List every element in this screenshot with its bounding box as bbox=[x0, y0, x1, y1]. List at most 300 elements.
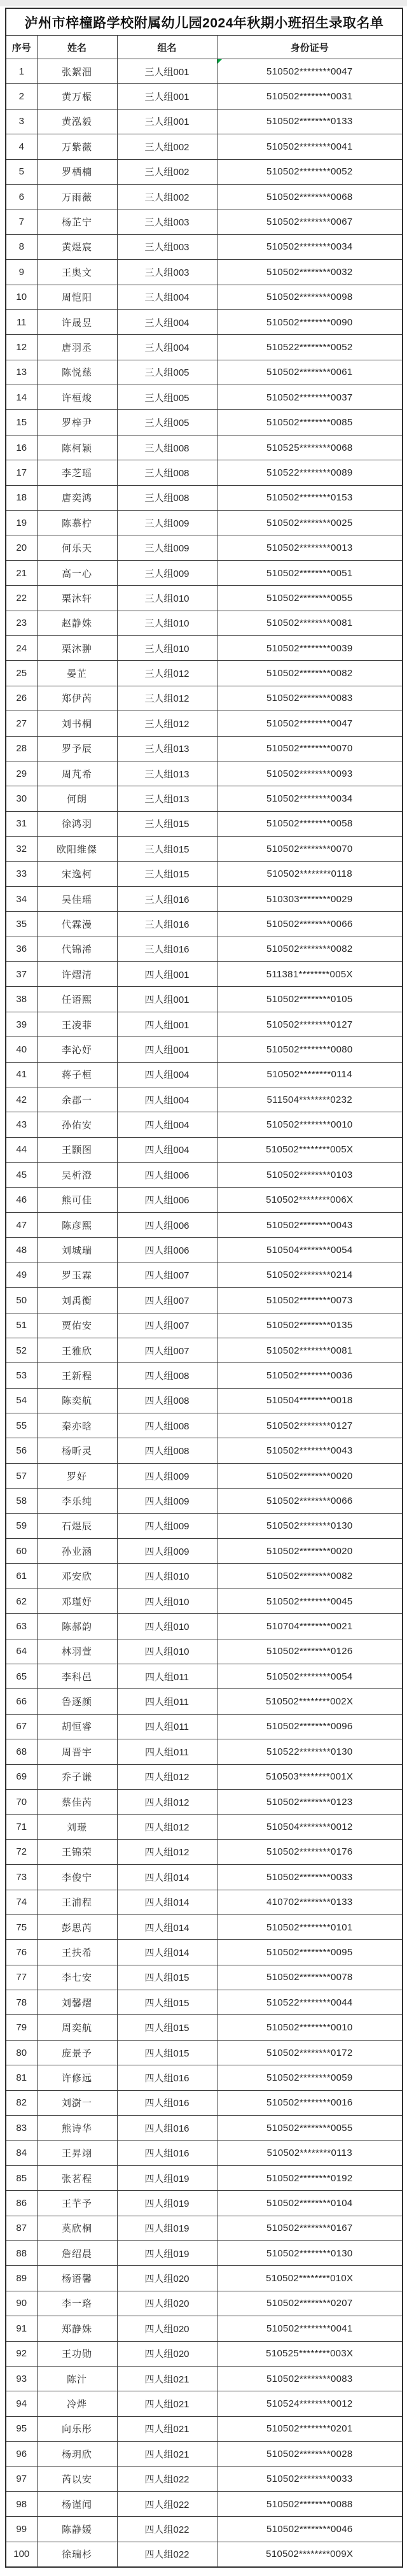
table-row bbox=[6, 460, 403, 485]
cell-id-text: 510502********0054 bbox=[266, 1671, 353, 1682]
cell-id-text: 510502********0080 bbox=[266, 1044, 353, 1055]
cell-id-text: 510502********0083 bbox=[266, 693, 353, 704]
cell-id bbox=[217, 1112, 403, 1137]
cell-id-text: 510502********0033 bbox=[266, 2473, 353, 2485]
cell-id bbox=[217, 1865, 403, 1890]
table-row bbox=[6, 1489, 403, 1513]
cell-id-text: 510502********0201 bbox=[266, 2423, 353, 2435]
cell-id bbox=[217, 2366, 403, 2391]
table-row bbox=[6, 234, 403, 259]
cell-name: 唐奕鸿 bbox=[37, 485, 117, 510]
cell-serial: 72 bbox=[6, 1839, 37, 1864]
cell-serial: 64 bbox=[6, 1639, 37, 1664]
cell-id-text: 510522********0044 bbox=[266, 1997, 353, 2008]
cell-id-text: 510504********0018 bbox=[266, 1395, 353, 1406]
cell-id-text: 510502********0025 bbox=[266, 517, 353, 528]
cell-serial: 16 bbox=[6, 435, 37, 460]
cell-id-text: 510502********0066 bbox=[266, 1495, 353, 1506]
cell-id-text: 510522********0052 bbox=[266, 341, 353, 353]
title-row bbox=[6, 8, 403, 36]
table-row bbox=[6, 109, 403, 134]
cell-serial: 65 bbox=[6, 1664, 37, 1689]
cell-id bbox=[217, 184, 403, 209]
table-row bbox=[6, 2416, 403, 2441]
cell-name: 罗予辰 bbox=[37, 736, 117, 761]
cell-name: 周奕航 bbox=[37, 2015, 117, 2040]
cell-id-text: 510502********0207 bbox=[266, 2298, 353, 2309]
cell-id-text: 510502********0105 bbox=[266, 994, 353, 1005]
cell-id bbox=[217, 611, 403, 635]
cell-id bbox=[217, 209, 403, 234]
cell-name: 刘澍一 bbox=[37, 2090, 117, 2115]
cell-id bbox=[217, 837, 403, 861]
cell-group: 四人组008 bbox=[117, 1438, 217, 1463]
table-row bbox=[6, 2466, 403, 2491]
cell-group: 四人组020 bbox=[117, 2316, 217, 2341]
cell-id-text: 510502********0113 bbox=[266, 2148, 352, 2159]
cell-name: 万紫薇 bbox=[37, 134, 117, 159]
cell-group: 四人组007 bbox=[117, 1338, 217, 1362]
cell-id bbox=[217, 1664, 403, 1689]
cell-group: 四人组011 bbox=[117, 1689, 217, 1714]
cell-id bbox=[217, 861, 403, 886]
cell-name: 陈慕柠 bbox=[37, 511, 117, 535]
cell-group: 四人组006 bbox=[117, 1238, 217, 1263]
cell-serial: 12 bbox=[6, 335, 37, 360]
cell-serial: 53 bbox=[6, 1363, 37, 1388]
cell-serial: 47 bbox=[6, 1212, 37, 1237]
cell-group: 三人组004 bbox=[117, 309, 217, 334]
table-row bbox=[6, 309, 403, 334]
cell-name: 陈彦熙 bbox=[37, 1212, 117, 1237]
cell-name: 高一心 bbox=[37, 560, 117, 585]
cell-id-text: 510502********0176 bbox=[266, 1846, 353, 1858]
table-row bbox=[6, 84, 403, 109]
cell-id bbox=[217, 59, 403, 84]
cell-serial: 37 bbox=[6, 962, 37, 987]
cell-name: 许修远 bbox=[37, 2065, 117, 2090]
cell-serial: 81 bbox=[6, 2065, 37, 2090]
cell-name: 李沁妤 bbox=[37, 1037, 117, 1062]
table-row bbox=[6, 2266, 403, 2291]
cell-group: 三人组008 bbox=[117, 435, 217, 460]
cell-name: 周晋宇 bbox=[37, 1739, 117, 1764]
cell-name: 罗玉霖 bbox=[37, 1263, 117, 1287]
cell-id bbox=[217, 786, 403, 811]
cell-serial: 90 bbox=[6, 2291, 37, 2316]
cell-serial: 100 bbox=[6, 2542, 37, 2566]
cell-group: 四人组016 bbox=[117, 2141, 217, 2165]
cell-group: 四人组007 bbox=[117, 1263, 217, 1287]
table-row bbox=[6, 2341, 403, 2366]
cell-id-text: 510502********0123 bbox=[266, 1796, 353, 1808]
cell-name: 罗梓尹 bbox=[37, 410, 117, 435]
cell-name: 熊可佳 bbox=[37, 1187, 117, 1212]
cell-group: 四人组001 bbox=[117, 1012, 217, 1037]
cell-id bbox=[217, 285, 403, 309]
table-row bbox=[6, 987, 403, 1012]
cell-id bbox=[217, 1037, 403, 1062]
cell-id bbox=[217, 84, 403, 109]
cell-group: 四人组015 bbox=[117, 1990, 217, 2015]
cell-group: 三人组016 bbox=[117, 937, 217, 961]
cell-name: 唐羽丞 bbox=[37, 335, 117, 360]
table-row bbox=[6, 2216, 403, 2240]
cell-serial: 63 bbox=[6, 1614, 37, 1639]
table-row bbox=[6, 2116, 403, 2141]
table-row bbox=[6, 511, 403, 535]
cell-id-text: 510502********0130 bbox=[266, 1520, 353, 1532]
cell-name: 陈汁 bbox=[37, 2366, 117, 2391]
cell-serial: 71 bbox=[6, 1815, 37, 1839]
cell-id-text: 510502********0083 bbox=[266, 2373, 353, 2384]
cell-group: 四人组012 bbox=[117, 1789, 217, 1814]
cell-group: 三人组013 bbox=[117, 736, 217, 761]
cell-serial: 86 bbox=[6, 2191, 37, 2216]
table-row bbox=[6, 1062, 403, 1087]
table-row bbox=[6, 1614, 403, 1639]
cell-id bbox=[217, 1714, 403, 1739]
cell-group: 三人组005 bbox=[117, 360, 217, 385]
cell-id-text: 510502********0078 bbox=[266, 1972, 353, 1983]
table-row bbox=[6, 2015, 403, 2040]
table-row bbox=[6, 2517, 403, 2542]
cell-group: 三人组015 bbox=[117, 837, 217, 861]
cell-group: 四人组016 bbox=[117, 2065, 217, 2090]
cell-group: 四人组022 bbox=[117, 2542, 217, 2566]
cell-id bbox=[217, 962, 403, 987]
cell-id bbox=[217, 1137, 403, 1162]
cell-id bbox=[217, 1789, 403, 1814]
cell-id-text: 511504********0232 bbox=[266, 1094, 352, 1105]
table-row bbox=[6, 2366, 403, 2391]
cell-id bbox=[217, 1313, 403, 1338]
cell-serial: 55 bbox=[6, 1413, 37, 1438]
cell-group: 三人组004 bbox=[117, 335, 217, 360]
cell-id-text: 510502********0135 bbox=[266, 1320, 353, 1331]
cell-id bbox=[217, 1288, 403, 1313]
cell-id-text: 510502********0098 bbox=[266, 292, 353, 303]
cell-id-text: 510502********0066 bbox=[266, 918, 353, 930]
cell-serial: 17 bbox=[6, 460, 37, 485]
cell-id bbox=[217, 2015, 403, 2040]
cell-id bbox=[217, 560, 403, 585]
cell-name: 许桓焌 bbox=[37, 385, 117, 410]
cell-id bbox=[217, 661, 403, 686]
cell-name: 栗沐翀 bbox=[37, 635, 117, 660]
cell-serial: 68 bbox=[6, 1739, 37, 1764]
cell-name: 蒋子桓 bbox=[37, 1062, 117, 1087]
cell-serial: 87 bbox=[6, 2216, 37, 2240]
table-row bbox=[6, 209, 403, 234]
cell-id-text: 510502********0061 bbox=[266, 367, 353, 378]
cell-serial: 27 bbox=[6, 711, 37, 736]
cell-serial: 70 bbox=[6, 1789, 37, 1814]
cell-id-text: 510502********0010 bbox=[266, 2022, 353, 2034]
cell-serial: 62 bbox=[6, 1589, 37, 1613]
cell-group: 四人组022 bbox=[117, 2491, 217, 2516]
cell-id bbox=[217, 1012, 403, 1037]
cell-serial: 22 bbox=[6, 586, 37, 611]
cell-id-text: 510502********0093 bbox=[266, 768, 353, 779]
cell-name: 熊诗华 bbox=[37, 2116, 117, 2141]
table-row bbox=[6, 2165, 403, 2190]
cell-name: 欧阳维傑 bbox=[37, 837, 117, 861]
cell-id bbox=[217, 1489, 403, 1513]
cell-group: 四人组004 bbox=[117, 1087, 217, 1112]
cell-id bbox=[217, 2240, 403, 2265]
cell-id bbox=[217, 811, 403, 836]
cell-id-text: 510502********0051 bbox=[266, 567, 353, 579]
cell-name: 郑静姝 bbox=[37, 2316, 117, 2341]
cell-id bbox=[217, 1990, 403, 2015]
cell-serial: 24 bbox=[6, 635, 37, 660]
cell-name: 徐鸿羽 bbox=[37, 811, 117, 836]
cell-id-text: 510502********0036 bbox=[266, 1370, 353, 1381]
table-row bbox=[6, 1413, 403, 1438]
cell-group: 三人组003 bbox=[117, 260, 217, 285]
cell-id bbox=[217, 2065, 403, 2090]
spreadsheet-area bbox=[0, 6, 407, 2575]
table-row bbox=[6, 1914, 403, 1939]
cell-group: 四人组020 bbox=[117, 2341, 217, 2366]
cell-id bbox=[217, 260, 403, 285]
cell-name: 孙佑安 bbox=[37, 1112, 117, 1137]
cell-name: 吴佳瑶 bbox=[37, 886, 117, 911]
cell-id bbox=[217, 1413, 403, 1438]
cell-serial: 80 bbox=[6, 2040, 37, 2065]
table-row bbox=[6, 1965, 403, 1990]
cell-id-text: 510502********0010 bbox=[266, 1119, 353, 1131]
table-row bbox=[6, 385, 403, 410]
table-row bbox=[6, 1513, 403, 1538]
cell-group: 四人组010 bbox=[117, 1589, 217, 1613]
cell-id-text: 510502********0047 bbox=[266, 66, 353, 77]
cell-serial: 14 bbox=[6, 385, 37, 410]
cell-id-text: 510502********0039 bbox=[266, 642, 353, 654]
cell-serial: 28 bbox=[6, 736, 37, 761]
cell-id bbox=[217, 2165, 403, 2190]
cell-id-text: 510502********0096 bbox=[266, 1721, 353, 1732]
cell-id-text: 510502********0081 bbox=[266, 1345, 353, 1356]
cell-serial: 3 bbox=[6, 109, 37, 134]
cell-id bbox=[217, 485, 403, 510]
cell-serial: 79 bbox=[6, 2015, 37, 2040]
cell-name: 王锦荣 bbox=[37, 1839, 117, 1864]
cell-id-text: 510502********0172 bbox=[266, 2047, 353, 2058]
cell-id-text: 510502********002X bbox=[266, 1696, 354, 1708]
cell-group: 四人组012 bbox=[117, 1764, 217, 1789]
cell-serial: 8 bbox=[6, 234, 37, 259]
cell-id bbox=[217, 736, 403, 761]
table-row bbox=[6, 159, 403, 184]
cell-group: 四人组006 bbox=[117, 1187, 217, 1212]
cell-id-text: 510502********0052 bbox=[266, 166, 353, 178]
cell-name: 蔡佳芮 bbox=[37, 1789, 117, 1814]
cell-serial: 67 bbox=[6, 1714, 37, 1739]
cell-group: 三人组009 bbox=[117, 535, 217, 560]
cell-id-text: 510503********001X bbox=[266, 1771, 354, 1783]
cell-group: 四人组008 bbox=[117, 1388, 217, 1413]
cell-id bbox=[217, 1940, 403, 1965]
cell-serial: 21 bbox=[6, 560, 37, 585]
table-row bbox=[6, 1839, 403, 1864]
cell-id bbox=[217, 134, 403, 159]
cell-group: 四人组007 bbox=[117, 1288, 217, 1313]
cell-group: 三人组016 bbox=[117, 912, 217, 937]
cell-serial: 6 bbox=[6, 184, 37, 209]
cell-id-text: 510502********0081 bbox=[266, 618, 353, 629]
table-row bbox=[6, 2391, 403, 2416]
cell-name: 陈悦慈 bbox=[37, 360, 117, 385]
cell-group: 四人组016 bbox=[117, 2090, 217, 2115]
cell-serial: 88 bbox=[6, 2240, 37, 2265]
cell-id bbox=[217, 635, 403, 660]
cell-group: 四人组021 bbox=[117, 2416, 217, 2441]
table-row bbox=[6, 2291, 403, 2316]
cell-serial: 48 bbox=[6, 1238, 37, 1263]
cell-name: 李俊宁 bbox=[37, 1865, 117, 1890]
table-row bbox=[6, 1789, 403, 1814]
cell-id-text: 510502********0016 bbox=[266, 2097, 353, 2109]
cell-id bbox=[217, 2116, 403, 2141]
cell-serial: 23 bbox=[6, 611, 37, 635]
cell-id bbox=[217, 1263, 403, 1287]
cell-name: 邓安欣 bbox=[37, 1564, 117, 1589]
cell-group: 四人组004 bbox=[117, 1137, 217, 1162]
cell-id-text: 510502********0070 bbox=[266, 743, 353, 754]
cell-id bbox=[217, 1965, 403, 1990]
cell-group: 四人组012 bbox=[117, 1815, 217, 1839]
cell-name: 黄万桭 bbox=[37, 84, 117, 109]
cell-id bbox=[217, 987, 403, 1012]
cell-serial: 1 bbox=[6, 59, 37, 84]
table-row bbox=[6, 711, 403, 736]
cell-name: 贾佑安 bbox=[37, 1313, 117, 1338]
cell-name: 刘馨熠 bbox=[37, 1990, 117, 2015]
cell-id-text: 510502********0090 bbox=[266, 316, 353, 328]
admission-roster-table bbox=[5, 8, 403, 2568]
cell-id bbox=[217, 1739, 403, 1764]
cell-name: 李科邑 bbox=[37, 1664, 117, 1689]
cell-id bbox=[217, 335, 403, 360]
table-row bbox=[6, 2090, 403, 2115]
cell-name: 向乐彤 bbox=[37, 2416, 117, 2441]
cell-group: 三人组015 bbox=[117, 811, 217, 836]
cell-name: 李一珞 bbox=[37, 2291, 117, 2316]
cell-group: 三人组010 bbox=[117, 611, 217, 635]
cell-serial: 95 bbox=[6, 2416, 37, 2441]
cell-id bbox=[217, 2141, 403, 2165]
cell-serial: 74 bbox=[6, 1890, 37, 1914]
table-row bbox=[6, 1238, 403, 1263]
cell-name: 林羽萱 bbox=[37, 1639, 117, 1664]
cell-serial: 38 bbox=[6, 987, 37, 1012]
cell-serial: 73 bbox=[6, 1865, 37, 1890]
cell-group: 四人组009 bbox=[117, 1539, 217, 1564]
cell-id bbox=[217, 686, 403, 711]
cell-serial: 89 bbox=[6, 2266, 37, 2291]
cell-group: 四人组008 bbox=[117, 1363, 217, 1388]
cell-serial: 13 bbox=[6, 360, 37, 385]
cell-group: 三人组001 bbox=[117, 109, 217, 134]
table-row bbox=[6, 686, 403, 711]
cell-group: 三人组009 bbox=[117, 511, 217, 535]
table-row bbox=[6, 59, 403, 84]
cell-id bbox=[217, 1614, 403, 1639]
cell-group: 四人组015 bbox=[117, 2040, 217, 2065]
cell-group: 四人组020 bbox=[117, 2266, 217, 2291]
cell-id-text: 510502********0114 bbox=[266, 1069, 352, 1080]
cell-group: 三人组002 bbox=[117, 184, 217, 209]
cell-serial: 56 bbox=[6, 1438, 37, 1463]
cell-group: 四人组014 bbox=[117, 1865, 217, 1890]
cell-name: 罗栖楠 bbox=[37, 159, 117, 184]
cell-serial: 84 bbox=[6, 2141, 37, 2165]
table-row bbox=[6, 1539, 403, 1564]
cell-group: 三人组002 bbox=[117, 134, 217, 159]
cell-serial: 83 bbox=[6, 2116, 37, 2141]
cell-id bbox=[217, 2040, 403, 2065]
cell-name: 李乐纯 bbox=[37, 1489, 117, 1513]
cell-id-text: 511381********005X bbox=[266, 968, 353, 980]
cell-name: 王奥文 bbox=[37, 260, 117, 285]
cell-group: 四人组015 bbox=[117, 2015, 217, 2040]
table-row bbox=[6, 635, 403, 660]
cell-group: 四人组010 bbox=[117, 1614, 217, 1639]
cell-id-text: 510522********0089 bbox=[266, 467, 353, 478]
cell-id bbox=[217, 2090, 403, 2115]
table-row bbox=[6, 134, 403, 159]
cell-group: 四人组014 bbox=[117, 1914, 217, 1939]
cell-group: 四人组021 bbox=[117, 2442, 217, 2466]
cell-name: 庞景予 bbox=[37, 2040, 117, 2065]
cell-id-text: 510502********0041 bbox=[266, 2323, 353, 2334]
cell-id-text: 510502********0130 bbox=[266, 2247, 353, 2259]
cell-serial: 34 bbox=[6, 886, 37, 911]
table-row bbox=[6, 1288, 403, 1313]
cell-id bbox=[217, 2191, 403, 2216]
cell-serial: 44 bbox=[6, 1137, 37, 1162]
column-header-serial: 序号 bbox=[6, 36, 37, 59]
table-row bbox=[6, 435, 403, 460]
cell-group: 四人组004 bbox=[117, 1062, 217, 1087]
table-row bbox=[6, 285, 403, 309]
cell-name: 余郡一 bbox=[37, 1087, 117, 1112]
cell-id bbox=[217, 1238, 403, 1263]
cell-serial: 93 bbox=[6, 2366, 37, 2391]
cell-name: 孙业涵 bbox=[37, 1539, 117, 1564]
table-row bbox=[6, 1639, 403, 1664]
cell-serial: 36 bbox=[6, 937, 37, 961]
cell-group: 四人组001 bbox=[117, 987, 217, 1012]
cell-group: 四人组012 bbox=[117, 1839, 217, 1864]
cell-id bbox=[217, 1338, 403, 1362]
cell-id bbox=[217, 711, 403, 736]
cell-group: 三人组008 bbox=[117, 460, 217, 485]
table-row bbox=[6, 560, 403, 585]
cell-group: 三人组012 bbox=[117, 661, 217, 686]
cell-name: 王昇翊 bbox=[37, 2141, 117, 2165]
cell-id bbox=[217, 460, 403, 485]
table-row bbox=[6, 912, 403, 937]
cell-id-text: 510502********0013 bbox=[266, 542, 353, 554]
cell-id bbox=[217, 1890, 403, 1914]
cell-id bbox=[217, 385, 403, 410]
cell-id-text: 510502********0043 bbox=[266, 1219, 353, 1231]
cell-serial: 49 bbox=[6, 1263, 37, 1287]
cell-id bbox=[217, 1163, 403, 1187]
